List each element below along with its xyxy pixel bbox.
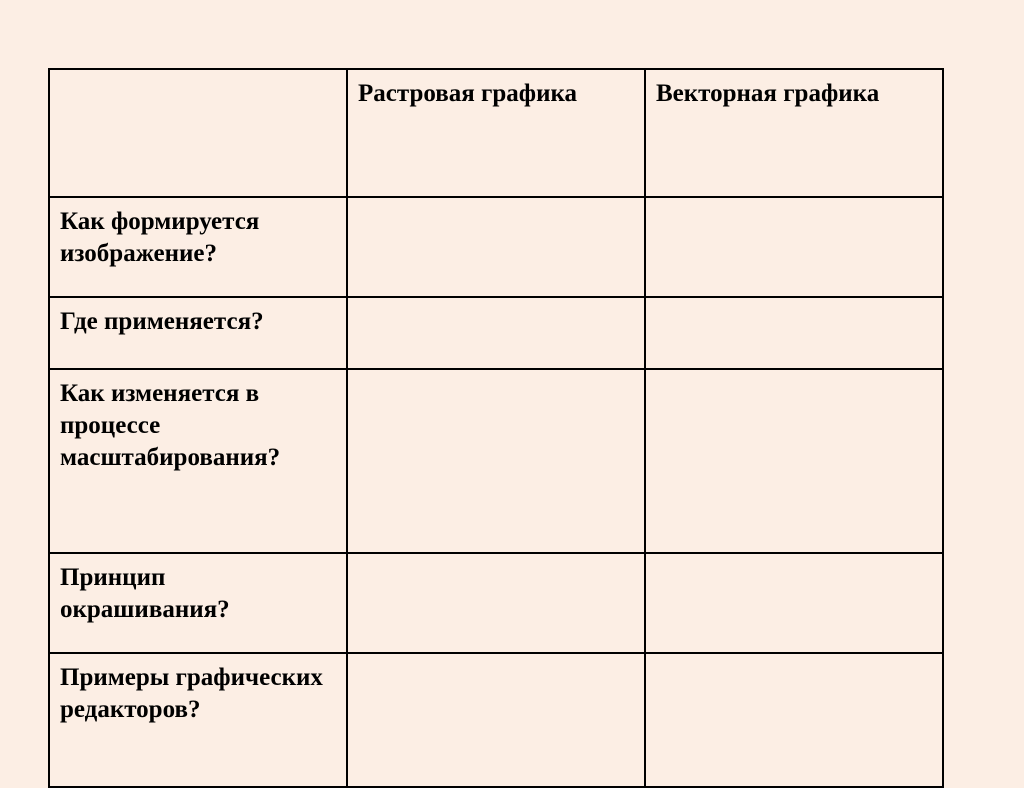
table-row — [49, 297, 943, 369]
row-raster-cell-1 — [347, 297, 645, 369]
row-raster-cell-2 — [347, 369, 645, 553]
row-vector-cell-0 — [645, 197, 943, 297]
comparison-table — [48, 68, 944, 788]
column-header-raster: Растровая графика — [347, 69, 645, 197]
row-vector-cell-2 — [645, 369, 943, 553]
row-raster-cell-0 — [347, 197, 645, 297]
table-header-row — [49, 69, 943, 197]
comparison-table-wrapper — [48, 68, 942, 788]
row-vector-cell-3 — [645, 553, 943, 653]
table-row — [49, 369, 943, 553]
table-row — [49, 197, 943, 297]
row-question-3: Принцип окрашивания? — [49, 553, 347, 653]
column-header-vector: Векторная графика — [645, 69, 943, 197]
row-question-1: Где применяется? — [49, 297, 347, 369]
row-raster-cell-3 — [347, 553, 645, 653]
row-question-0: Как формируется изображение? — [49, 197, 347, 297]
row-question-4: Примеры графических редакторов? — [49, 653, 347, 787]
table-corner-cell — [49, 69, 347, 197]
table-row — [49, 553, 943, 653]
row-vector-cell-1 — [645, 297, 943, 369]
row-question-2: Как изменяется в процессе масштабирования? — [49, 369, 347, 553]
